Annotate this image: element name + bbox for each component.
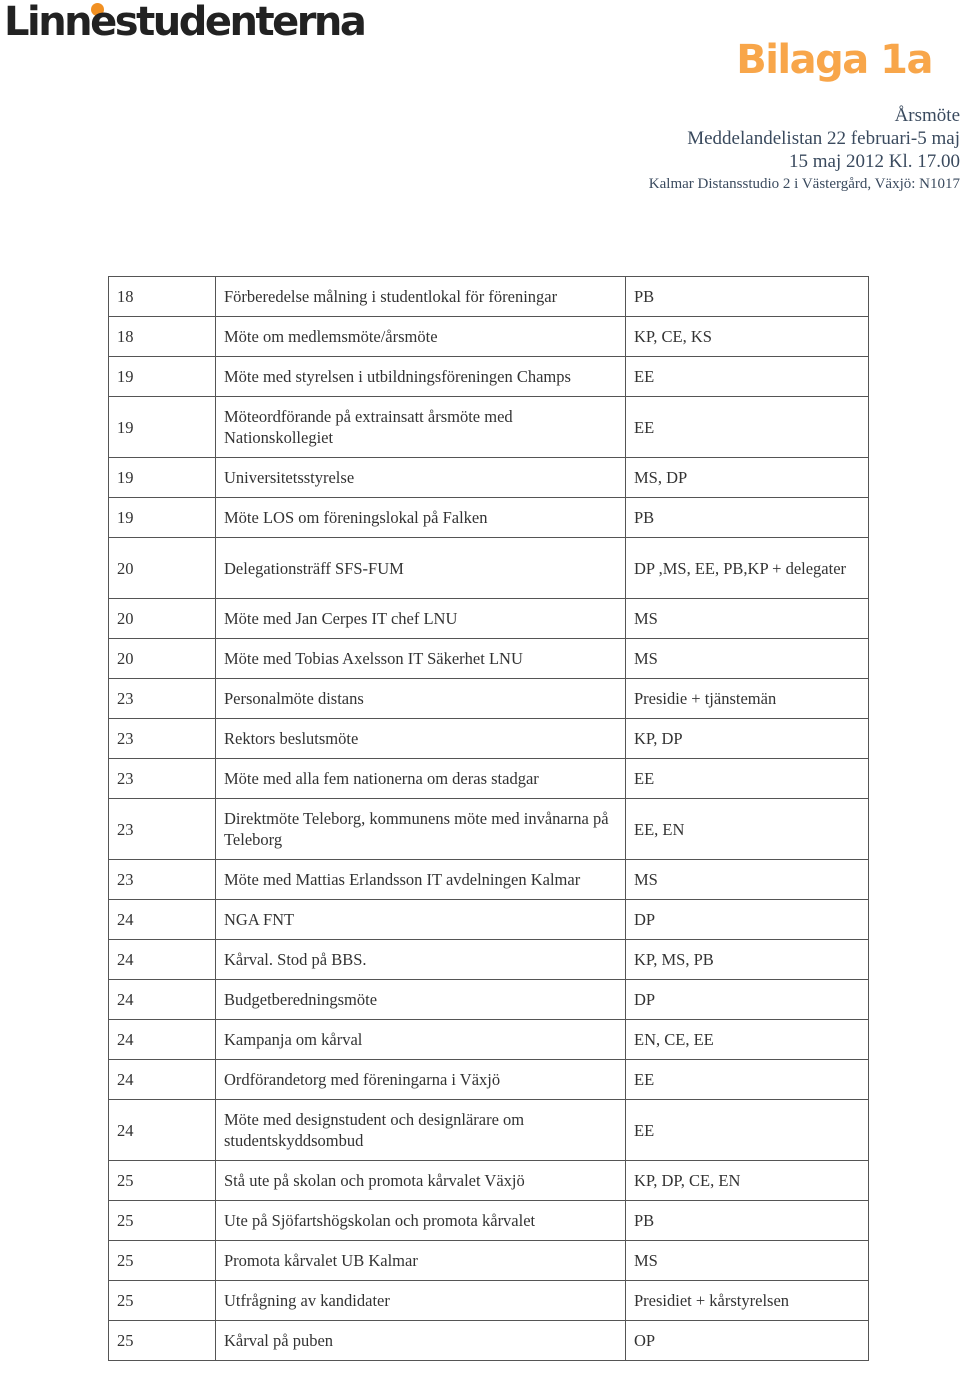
day-cell: 25 [109, 1281, 216, 1321]
responsible-cell: PB [626, 498, 869, 538]
responsible-cell: EE [626, 759, 869, 799]
event-cell: Ordförandetorg med föreningarna i Växjö [216, 1060, 626, 1100]
table-row [109, 317, 869, 357]
day-cell: 24 [109, 1100, 216, 1161]
day-cell: 24 [109, 900, 216, 940]
responsible-cell: KP, CE, KS [626, 317, 869, 357]
day-cell: 23 [109, 719, 216, 759]
table-row [109, 1241, 869, 1281]
event-cell: Stå ute på skolan och promota kårvalet Växjö [216, 1161, 626, 1201]
event-cell: Möte med alla fem nationerna om deras stadgar [216, 759, 626, 799]
responsible-cell: KP, DP [626, 719, 869, 759]
table-row [109, 980, 869, 1020]
day-cell: 20 [109, 599, 216, 639]
day-cell: 23 [109, 759, 216, 799]
event-cell: Möte med styrelsen i utbildningsföreningen Champs [216, 357, 626, 397]
day-cell: 25 [109, 1201, 216, 1241]
document-meta [649, 104, 960, 195]
table-row [109, 458, 869, 498]
responsible-cell: DP ,MS, EE, PB,KP + delegater [626, 538, 869, 599]
day-cell: 19 [109, 357, 216, 397]
responsible-cell: DP [626, 900, 869, 940]
table-row [109, 719, 869, 759]
responsible-cell: EN, CE, EE [626, 1020, 869, 1060]
attachment-label: Bilaga 1a [736, 37, 932, 83]
day-cell: 19 [109, 397, 216, 458]
responsible-cell: EE, EN [626, 799, 869, 860]
day-cell: 19 [109, 458, 216, 498]
event-cell: Möte med Jan Cerpes IT chef LNU [216, 599, 626, 639]
table-row [109, 599, 869, 639]
responsible-cell: EE [626, 1060, 869, 1100]
day-cell: 19 [109, 498, 216, 538]
day-cell: 24 [109, 1060, 216, 1100]
event-cell: Utfrågning av kandidater [216, 1281, 626, 1321]
day-cell: 25 [109, 1241, 216, 1281]
table-row [109, 679, 869, 719]
table-row [109, 860, 869, 900]
day-cell: 24 [109, 980, 216, 1020]
event-cell: Budgetberedningsmöte [216, 980, 626, 1020]
table-row [109, 1281, 869, 1321]
table-row [109, 1100, 869, 1161]
table-row [109, 639, 869, 679]
day-cell: 24 [109, 940, 216, 980]
event-cell: Promota kårvalet UB Kalmar [216, 1241, 626, 1281]
table-row [109, 538, 869, 599]
event-cell: Direktmöte Teleborg, kommunens möte med invånarna på Teleborg [216, 799, 626, 860]
responsible-cell: Presidiet + kårstyrelsen [626, 1281, 869, 1321]
day-cell: 23 [109, 860, 216, 900]
event-cell: Personalmöte distans [216, 679, 626, 719]
day-cell: 18 [109, 317, 216, 357]
day-cell: 18 [109, 277, 216, 317]
day-cell: 23 [109, 679, 216, 719]
event-cell: Ute på Sjöfartshögskolan och promota kårvalet [216, 1201, 626, 1241]
responsible-cell: MS [626, 860, 869, 900]
table-row [109, 799, 869, 860]
responsible-cell: EE [626, 397, 869, 458]
responsible-cell: OP [626, 1321, 869, 1361]
responsible-cell: EE [626, 1100, 869, 1161]
event-cell: Kårval. Stod på BBS. [216, 940, 626, 980]
event-cell: Kårval på puben [216, 1321, 626, 1361]
day-cell: 23 [109, 799, 216, 860]
day-cell: 20 [109, 639, 216, 679]
table-row [109, 357, 869, 397]
day-cell: 25 [109, 1321, 216, 1361]
event-cell: Delegationsträff SFS-FUM [216, 538, 626, 599]
responsible-cell: KP, MS, PB [626, 940, 869, 980]
table-row [109, 498, 869, 538]
event-cell: Rektors beslutsmöte [216, 719, 626, 759]
table-row [109, 397, 869, 458]
day-cell: 25 [109, 1161, 216, 1201]
event-cell: Möte LOS om föreningslokal på Falken [216, 498, 626, 538]
event-cell: Förberedelse målning i studentlokal för föreningar [216, 277, 626, 317]
table-row [109, 940, 869, 980]
responsible-cell: MS, DP [626, 458, 869, 498]
event-cell: Möte med Mattias Erlandsson IT avdelningen Kalmar [216, 860, 626, 900]
responsible-cell: PB [626, 277, 869, 317]
event-cell: Möte om medlemsmöte/årsmöte [216, 317, 626, 357]
table-row [109, 277, 869, 317]
meeting-date-time: 15 maj 2012 Kl. 17.00 [789, 151, 960, 172]
table-row [109, 759, 869, 799]
event-cell: Möte med designstudent och designlärare om studentskyddsombud [216, 1100, 626, 1161]
table-row [109, 1020, 869, 1060]
responsible-cell: KP, DP, CE, EN [626, 1161, 869, 1201]
responsible-cell: MS [626, 599, 869, 639]
responsible-cell: MS [626, 639, 869, 679]
responsible-cell: EE [626, 357, 869, 397]
activity-table-body [109, 277, 869, 1361]
meeting-title: Årsmöte [894, 105, 960, 126]
table-row [109, 1321, 869, 1361]
list-title: Meddelandelistan 22 februari-5 maj [687, 128, 960, 149]
responsible-cell: MS [626, 1241, 869, 1281]
responsible-cell: Presidie + tjänstemän [626, 679, 869, 719]
table-row [109, 1161, 869, 1201]
meeting-location: Kalmar Distansstudio 2 i Västergård, Växjö: N1017 [648, 176, 960, 192]
event-cell: Möteordförande på extrainsatt årsmöte med Nationskollegiet [216, 397, 626, 458]
table-row [109, 1060, 869, 1100]
event-cell: NGA FNT [216, 900, 626, 940]
event-cell: Möte med Tobias Axelsson IT Säkerhet LNU [216, 639, 626, 679]
responsible-cell: PB [626, 1201, 869, 1241]
event-cell: Kampanja om kårval [216, 1020, 626, 1060]
table-row [109, 1201, 869, 1241]
activity-table [108, 276, 869, 1361]
table-row [109, 900, 869, 940]
event-cell: Universitetsstyrelse [216, 458, 626, 498]
responsible-cell: DP [626, 980, 869, 1020]
day-cell: 24 [109, 1020, 216, 1060]
organization-logo: Linnestudenterna [4, 0, 365, 45]
day-cell: 20 [109, 538, 216, 599]
